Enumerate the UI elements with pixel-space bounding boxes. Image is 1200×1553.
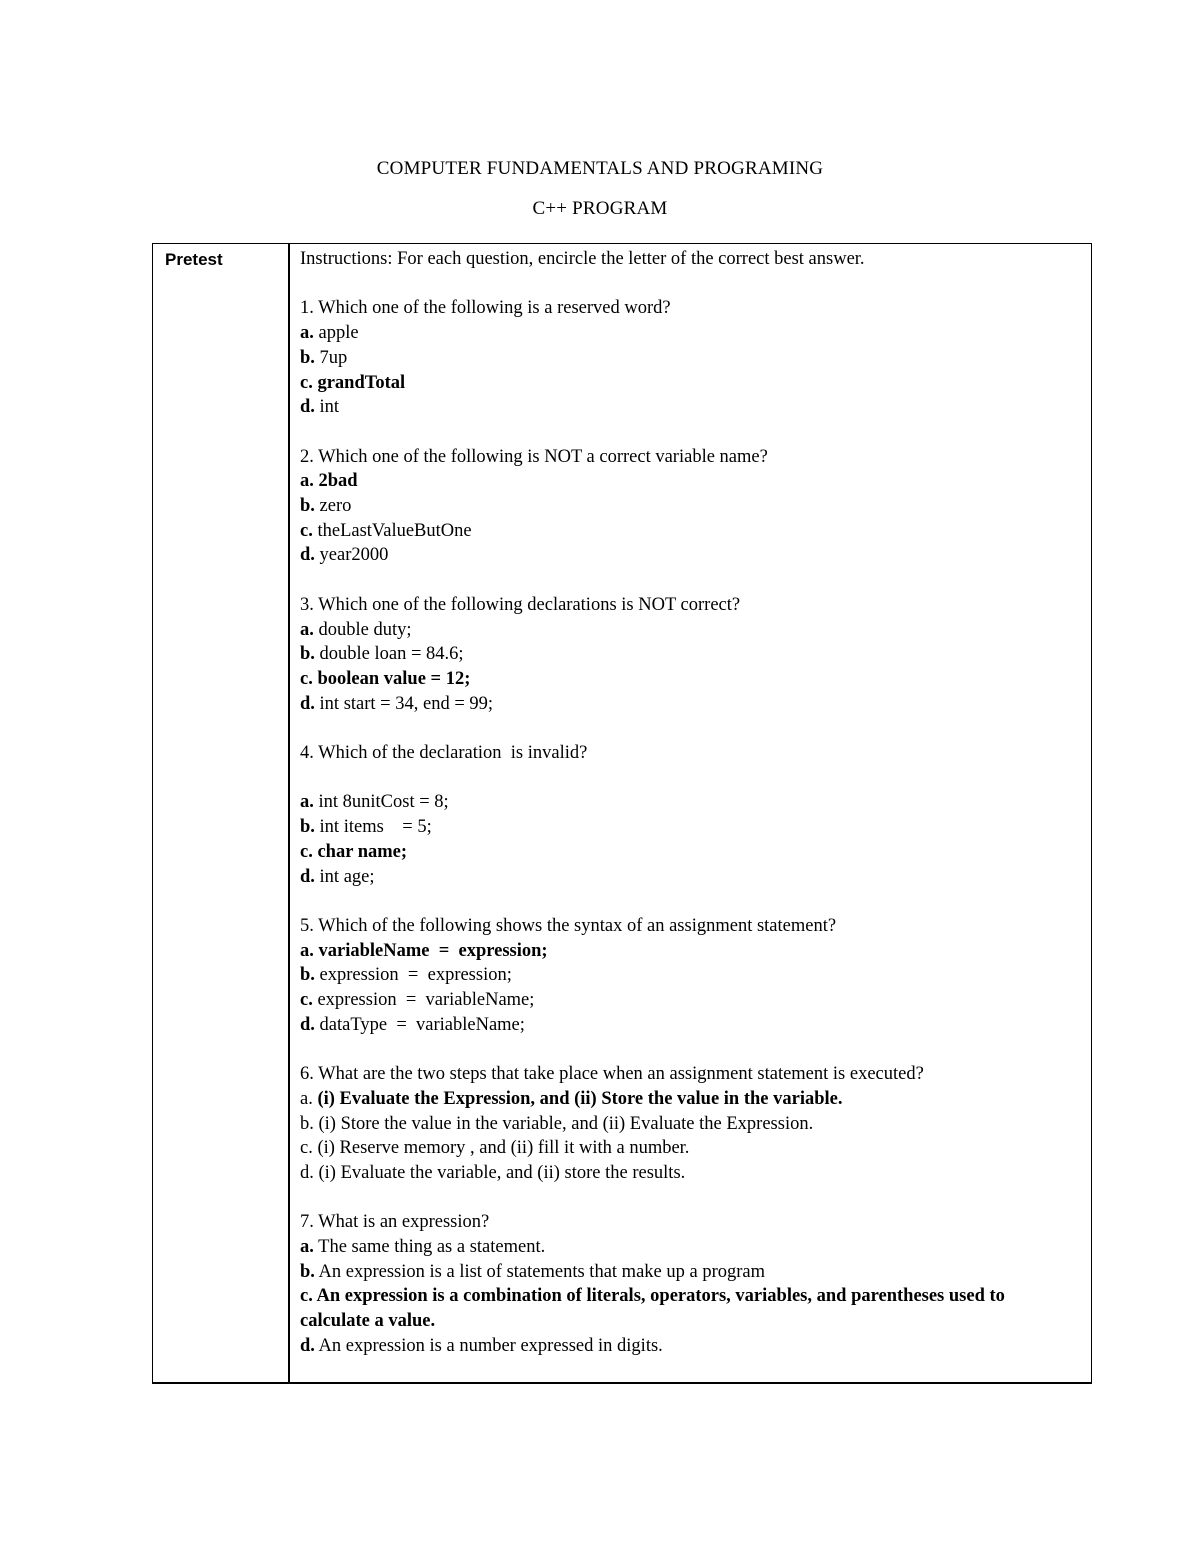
document-subtitle: C++ PROGRAM (532, 198, 668, 219)
answer-option (300, 519, 1070, 544)
answer-option (300, 1013, 1070, 1038)
answer-option (300, 988, 1070, 1013)
answer-option (300, 1235, 1070, 1260)
option-letter: a. (300, 471, 314, 492)
correct-answer-option (300, 939, 1070, 964)
option-text: grandTotal (317, 372, 406, 393)
answer-option (300, 346, 1070, 371)
answer-option (300, 692, 1070, 717)
option-letter: c. (300, 668, 313, 689)
option-letter: d. (300, 866, 315, 887)
option-text: apple (318, 323, 359, 344)
question-2 (300, 445, 1070, 569)
answer-option (300, 618, 1070, 643)
option-text: double duty; (318, 619, 412, 640)
answer-option (300, 1112, 1070, 1137)
option-letter: c. (300, 1286, 313, 1307)
option-letter: c. (300, 520, 313, 541)
answer-option (300, 815, 1070, 840)
option-text: int (319, 397, 340, 418)
option-letter: b. (300, 496, 315, 516)
option-letter: b. (300, 1261, 315, 1282)
option-letter: c. (300, 841, 313, 862)
question-5 (300, 914, 1070, 1038)
option-text: theLastValueButOne (317, 520, 472, 541)
table-column-divider (288, 243, 290, 1384)
option-text: dataType = variableName; (319, 1014, 525, 1035)
option-letter: d. (300, 1335, 315, 1356)
option-text: expression = expression; (319, 965, 512, 986)
answer-option (300, 1334, 1070, 1359)
question-6 (300, 1062, 1070, 1186)
option-letter: a. (300, 940, 314, 961)
option-text: boolean value = 12; (317, 668, 471, 689)
instructions: Instructions: For each question, encircle the letter of the correct best answer. (300, 249, 865, 269)
option-letter: c. (300, 990, 313, 1010)
option-letter: b. (300, 644, 315, 665)
answer-option (300, 1260, 1070, 1285)
question-4 (300, 741, 1070, 889)
option-text: An expression is a number expressed in digits. (318, 1335, 663, 1356)
answer-option (300, 790, 1070, 815)
option-text: int 8unitCost = 8; (318, 792, 449, 813)
option-letter: b. (300, 1113, 314, 1134)
option-letter: a. (300, 792, 314, 813)
answer-option (300, 642, 1070, 667)
answer-option (300, 1161, 1070, 1186)
answer-option (300, 543, 1070, 568)
answer-option (300, 1136, 1070, 1161)
option-letter: c. (300, 372, 313, 393)
answer-option (300, 494, 1070, 519)
option-text: variableName = expression; (318, 940, 548, 961)
option-letter: a. (300, 1237, 314, 1257)
option-text: (i) Evaluate the variable, and (ii) store the results. (318, 1162, 686, 1183)
questions-cell (300, 247, 1070, 1383)
correct-answer-option (300, 667, 1070, 692)
option-letter: d. (300, 545, 315, 566)
question-stem: 6. What are the two steps that take place when an assignment statement is executed? (300, 1064, 924, 1085)
answer-option (300, 865, 1070, 890)
correct-answer-option (300, 469, 1070, 494)
option-text: An expression is a combination of literals, operators, variables, and parentheses used to calculate a value. (300, 1286, 1005, 1332)
question-stem: 5. Which of the following shows the syntax of an assignment statement? (300, 915, 837, 936)
option-letter: a. (300, 619, 314, 640)
answer-option (300, 321, 1070, 346)
question-3 (300, 593, 1070, 717)
option-letter: b. (300, 817, 315, 838)
spacer (300, 766, 1070, 791)
question-stem: 3. Which one of the following declarations is NOT correct? (300, 594, 741, 615)
option-text: (i) Evaluate the Expression, and (ii) Store the value in the variable. (317, 1088, 843, 1109)
option-letter: b. (300, 347, 315, 368)
option-text: 7up (319, 347, 348, 368)
option-text: int start = 34, end = 99; (319, 693, 494, 714)
option-text: An expression is a list of statements that make up a program (318, 1261, 765, 1282)
document-title: COMPUTER FUNDAMENTALS AND PROGRAMING (376, 158, 824, 179)
option-text: 2bad (318, 471, 358, 492)
option-letter: a. (300, 323, 314, 344)
option-letter: b. (300, 965, 315, 986)
correct-answer-option (300, 840, 1070, 865)
section-label: Pretest (165, 250, 223, 269)
question-7 (300, 1210, 1070, 1358)
question-1 (300, 296, 1070, 420)
option-letter: c. (300, 1138, 313, 1159)
answer-option (300, 395, 1070, 420)
option-text: The same thing as a statement. (318, 1237, 546, 1257)
question-stem: 2. Which one of the following is NOT a correct variable name? (300, 446, 768, 467)
option-text: int items = 5; (319, 817, 432, 838)
option-letter: d. (300, 693, 315, 714)
question-stem: 7. What is an expression? (300, 1212, 490, 1233)
option-text: (i) Reserve memory , and (ii) fill it with a number. (317, 1138, 690, 1159)
option-letter: d. (300, 397, 315, 418)
option-text: year2000 (319, 545, 389, 566)
option-letter: d. (300, 1162, 314, 1183)
answer-option (300, 963, 1070, 988)
option-letter: d. (300, 1014, 315, 1035)
correct-answer-option (300, 1087, 1070, 1112)
option-text: expression = variableName; (317, 990, 535, 1010)
option-text: double loan = 84.6; (319, 644, 464, 665)
question-stem: 1. Which one of the following is a reserved word? (300, 298, 671, 319)
question-stem: 4. Which of the declaration is invalid? (300, 743, 588, 763)
correct-answer-option (300, 371, 1070, 396)
option-text: zero (319, 496, 352, 516)
option-text: char name; (317, 841, 408, 862)
option-letter: a. (300, 1088, 313, 1109)
correct-answer-option (300, 1284, 1070, 1333)
option-text: int age; (319, 866, 375, 887)
option-text: (i) Store the value in the variable, and (ii) Evaluate the Expression. (318, 1113, 814, 1134)
